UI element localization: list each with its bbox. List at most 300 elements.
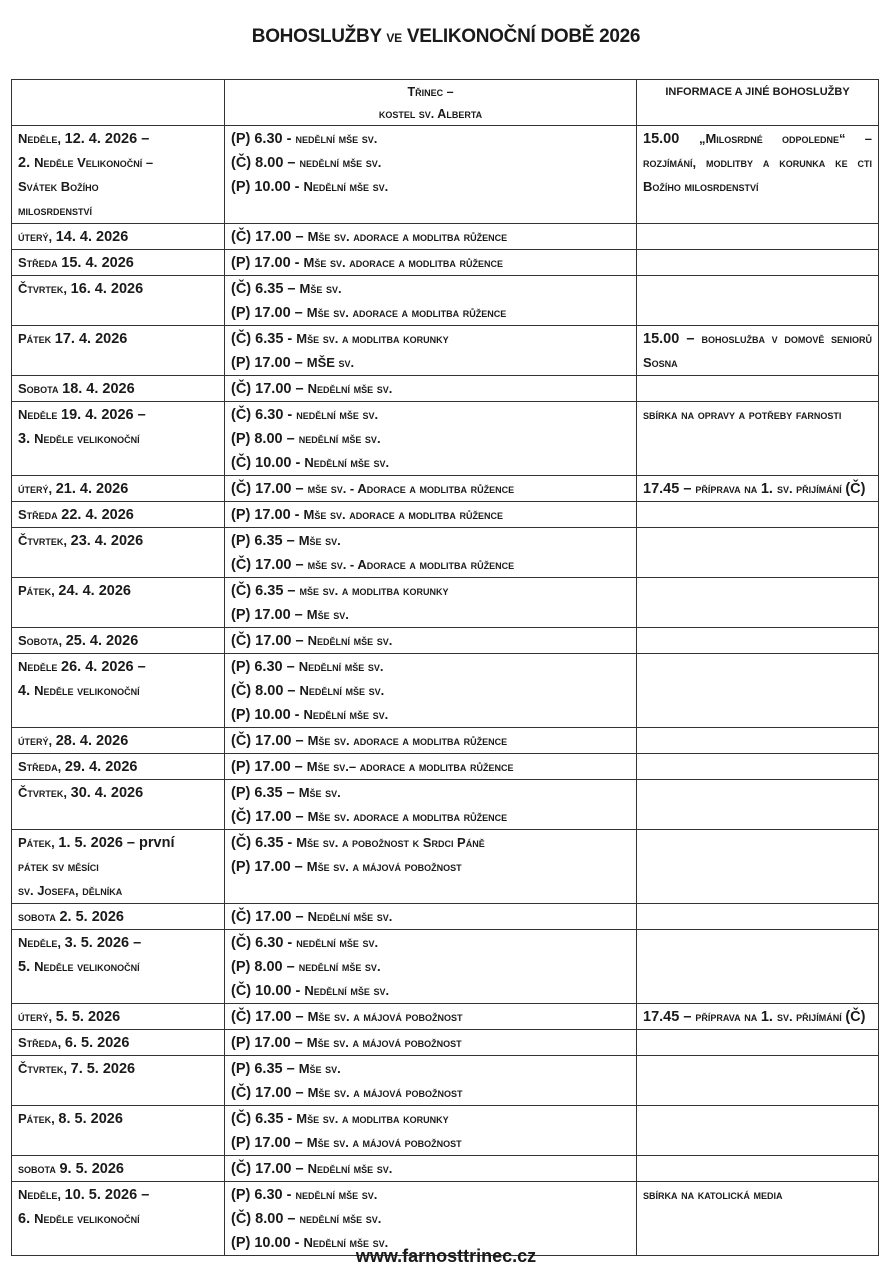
services-cell (225, 904, 637, 930)
service-item (231, 1081, 630, 1105)
day-name: Středa, (18, 759, 65, 774)
service-desc: Mše sv. a modlitba korunky (296, 1111, 449, 1126)
day-date: 23. 4. 2026 (70, 533, 144, 549)
service-item (231, 1207, 630, 1231)
day-name: úterý, (18, 481, 56, 496)
day-name: Pátek (18, 331, 55, 346)
service-desc: Nedělní mše sv. (303, 179, 389, 194)
day-name: Neděle, (18, 131, 65, 146)
service-time: (P) 8.00 – (231, 431, 299, 447)
day-name: Neděle, (18, 935, 65, 950)
service-desc: Nedělní mše sv. (307, 381, 393, 396)
service-time: (P) 6.30 - (231, 131, 296, 147)
service-time: (Č) 17.00 – (231, 557, 308, 573)
service-desc: Mše sv.– adorace a modlitba růžence (306, 759, 514, 774)
day-date: 12. 4. 2026 – (64, 131, 150, 147)
day-name: úterý, (18, 733, 56, 748)
info-cell (637, 728, 879, 754)
table-row (12, 1182, 879, 1256)
day-line (18, 1183, 218, 1207)
table-row (12, 502, 879, 528)
service-time: (Č) 17.00 – (231, 809, 308, 825)
day-cell (12, 754, 225, 780)
day-line (18, 377, 218, 401)
day-name: úterý, (18, 229, 56, 244)
service-time: (P) 17.00 - (231, 255, 304, 271)
day-name: Čtvrtek, (18, 533, 71, 548)
day-date: 19. 4. 2026 – (61, 407, 146, 423)
day-line (18, 251, 218, 275)
service-time: (P) 17.00 – (231, 355, 307, 371)
day-line (18, 327, 218, 351)
day-line (18, 1031, 218, 1055)
services-cell (225, 930, 637, 1004)
info-desc: bohoslužba v domově seniorů Sosna (643, 331, 872, 370)
day-name: 3. (18, 431, 35, 447)
info-desc: příprava na (695, 481, 761, 496)
services-cell (225, 476, 637, 502)
day-date: 24. 4. 2026 (58, 583, 131, 599)
services-cell (225, 830, 637, 904)
info-cell (637, 326, 879, 376)
service-time: (Č) 8.00 – (231, 683, 300, 699)
day-name: Čtvrtek, (18, 281, 71, 296)
day-line (18, 199, 218, 223)
day-name: Pátek, (18, 835, 59, 850)
service-desc: nedělní mše sv. (298, 959, 381, 974)
info-cell (637, 628, 879, 654)
day-cell (12, 578, 225, 628)
header-info-column: INFORMACE A JINÉ BOHOSLUŽBY (637, 80, 879, 126)
service-item (231, 655, 630, 679)
service-desc: Nedělní mše sv. (304, 455, 390, 470)
day-cell (12, 830, 225, 904)
info-cell (637, 830, 879, 904)
day-line (18, 931, 218, 955)
info-cell (637, 578, 879, 628)
service-item (231, 377, 630, 401)
day-line (18, 151, 218, 175)
day-line (18, 729, 218, 753)
service-item (231, 1131, 630, 1155)
service-desc: mše sv. a modlitba korunky (299, 583, 449, 598)
service-item (231, 755, 630, 779)
service-desc: Mše sv. (306, 607, 349, 622)
info-desc: příprava na (695, 1009, 761, 1024)
table-header-row (12, 80, 879, 126)
day-cell (12, 476, 225, 502)
info-desc: sv. přijímání (776, 1009, 846, 1024)
table-row (12, 1106, 879, 1156)
services-cell (225, 1004, 637, 1030)
day-cell (12, 1056, 225, 1106)
day-line (18, 277, 218, 301)
day-date: 22. 4. 2026 (61, 507, 134, 523)
service-desc: Mše sv. a májová pobožnost (306, 859, 462, 874)
service-item (231, 955, 630, 979)
info-cell (637, 528, 879, 578)
services-cell (225, 402, 637, 476)
day-line (18, 905, 218, 929)
table-row (12, 1056, 879, 1106)
day-name: úterý, (18, 1009, 56, 1024)
day-cell (12, 126, 225, 224)
service-item (231, 579, 630, 603)
day-name: Pátek, (18, 1111, 59, 1126)
service-time: (Č) 17.00 – (231, 1009, 308, 1025)
service-item (231, 703, 630, 727)
website-link[interactable]: www.farnosttrinec.cz (355, 1246, 537, 1266)
info-cell (637, 1030, 879, 1056)
info-time: 1. (760, 1009, 777, 1025)
info-text (643, 1183, 872, 1207)
service-desc: Nedělní mše sv. (303, 707, 389, 722)
day-line (18, 1057, 218, 1081)
service-desc: MŠE sv. (306, 355, 355, 370)
day-name: Sobota (18, 381, 63, 396)
service-item (231, 477, 630, 501)
day-name: Čtvrtek, (18, 785, 71, 800)
info-desc: sv. přijímání (776, 481, 846, 496)
service-desc: Mše sv. (298, 533, 341, 548)
day-cell (12, 780, 225, 830)
info-time: 1. (760, 481, 777, 497)
service-item (231, 603, 630, 627)
service-time: (Č) 6.30 - (231, 407, 297, 423)
info-cell (637, 126, 879, 224)
day-cell (12, 904, 225, 930)
service-desc: nedělní mše sv. (298, 431, 381, 446)
services-cell (225, 754, 637, 780)
services-cell (225, 126, 637, 224)
service-time: (Č) 17.00 – (231, 481, 308, 497)
service-item (231, 553, 630, 577)
service-time: (P) 6.35 – (231, 785, 299, 801)
info-text (643, 403, 872, 427)
table-row (12, 1156, 879, 1182)
header-church-column (225, 80, 637, 126)
day-date: 17. 4. 2026 (54, 331, 128, 347)
service-time: (P) 6.30 - (231, 1187, 296, 1203)
service-item (231, 529, 630, 553)
info-cell (637, 476, 879, 502)
day-line (18, 529, 218, 553)
service-time: (P) 10.00 - (231, 707, 304, 723)
service-item (231, 301, 630, 325)
services-cell (225, 1030, 637, 1056)
service-item (231, 175, 630, 199)
service-item (231, 1157, 630, 1181)
service-desc: nedělní mše sv. (296, 407, 379, 422)
service-desc: Mše sv. adorace a modlitba růžence (303, 255, 504, 270)
day-line (18, 755, 218, 779)
services-cell (225, 578, 637, 628)
day-name: Pátek, (18, 583, 59, 598)
service-item (231, 427, 630, 451)
day-line (18, 1107, 218, 1131)
day-date: Neděle Velikonoční – (34, 155, 154, 170)
day-date: 21. 4. 2026 (55, 481, 129, 497)
day-line (18, 1207, 218, 1231)
service-desc: Mše sv. adorace a modlitba růžence (307, 733, 508, 748)
table-row (12, 250, 879, 276)
day-name: sobota (18, 909, 60, 924)
services-cell (225, 628, 637, 654)
service-item (231, 931, 630, 955)
services-cell (225, 1182, 637, 1256)
day-cell (12, 528, 225, 578)
day-name: 5. (18, 959, 35, 975)
info-cell (637, 224, 879, 250)
info-cell (637, 1004, 879, 1030)
info-cell (637, 250, 879, 276)
table-row (12, 830, 879, 904)
info-text (643, 327, 872, 375)
services-cell (225, 728, 637, 754)
day-date: 6. 5. 2026 (64, 1035, 130, 1051)
info-time: 17.45 – (643, 481, 696, 497)
service-item (231, 729, 630, 753)
info-text (643, 1005, 872, 1029)
services-cell (225, 326, 637, 376)
service-desc: Nedělní mše sv. (307, 633, 393, 648)
day-cell (12, 1106, 225, 1156)
day-line (18, 1005, 218, 1029)
service-time: (Č) 8.00 – (231, 155, 300, 171)
service-item (231, 251, 630, 275)
day-line (18, 503, 218, 527)
info-cell (637, 1106, 879, 1156)
service-desc: Mše sv. (299, 281, 342, 296)
day-line (18, 831, 218, 855)
day-cell (12, 276, 225, 326)
service-desc: Mše sv. adorace a modlitba růžence (306, 305, 507, 320)
day-cell (12, 930, 225, 1004)
service-item (231, 781, 630, 805)
day-date: 3. 5. 2026 – (64, 935, 142, 951)
day-date: 14. 4. 2026 (55, 229, 129, 245)
info-time: 17.45 – (643, 1009, 696, 1025)
services-cell (225, 654, 637, 728)
services-cell (225, 780, 637, 830)
day-date: 2. 5. 2026 (59, 909, 124, 925)
title-part-3: VELIKONOČNÍ DOBĚ 2026 (401, 26, 641, 47)
info-time: (Č) (845, 1009, 866, 1025)
day-line (18, 955, 218, 979)
service-item (231, 979, 630, 1003)
service-desc: Mše sv. (298, 785, 341, 800)
service-desc: nedělní mše sv. (299, 1211, 382, 1226)
day-date: 1. 5. 2026 – první (58, 835, 175, 851)
service-desc: Mše sv. adorace a modlitba růžence (307, 229, 508, 244)
info-cell (637, 502, 879, 528)
day-date: 7. 5. 2026 (70, 1061, 136, 1077)
day-date: 26. 4. 2026 – (61, 659, 146, 675)
day-date: 16. 4. 2026 (70, 281, 144, 297)
service-item (231, 855, 630, 879)
table-row (12, 224, 879, 250)
service-time: (P) 10.00 - (231, 179, 304, 195)
service-desc: Nedělní mše sv. (307, 1161, 393, 1176)
table-row (12, 728, 879, 754)
table-row (12, 376, 879, 402)
service-time: (P) 17.00 – (231, 1035, 307, 1051)
service-time: (Č) 17.00 – (231, 1161, 308, 1177)
day-date: 9. 5. 2026 (59, 1161, 124, 1177)
info-cell (637, 780, 879, 830)
service-item (231, 351, 630, 375)
day-line (18, 477, 218, 501)
day-line (18, 855, 218, 879)
services-cell (225, 502, 637, 528)
table-row (12, 904, 879, 930)
service-desc: Nedělní mše sv. (298, 659, 384, 674)
services-cell (225, 1056, 637, 1106)
service-item (231, 1057, 630, 1081)
service-time: (Č) 17.00 – (231, 229, 308, 245)
table-row (12, 528, 879, 578)
service-time: (P) 17.00 – (231, 759, 307, 775)
service-time: (P) 17.00 – (231, 1135, 307, 1151)
info-time: 15.00 (643, 131, 699, 147)
day-cell (12, 402, 225, 476)
day-name: Neděle, (18, 1187, 65, 1202)
day-line (18, 127, 218, 151)
day-line (18, 403, 218, 427)
services-cell (225, 528, 637, 578)
table-row (12, 930, 879, 1004)
info-cell (637, 754, 879, 780)
services-cell (225, 276, 637, 326)
day-name: Neděle (18, 659, 62, 674)
table-row (12, 1004, 879, 1030)
service-desc: nedělní mše sv. (295, 1187, 378, 1202)
day-line (18, 781, 218, 805)
info-time: 15.00 – (643, 331, 702, 347)
service-desc: Nedělní mše sv. (303, 1235, 389, 1250)
title-part-2: VE (386, 31, 402, 45)
day-cell (12, 728, 225, 754)
service-desc: nedělní mše sv. (295, 131, 378, 146)
service-desc: Nedělní mše sv. (307, 909, 393, 924)
day-line (18, 1157, 218, 1181)
service-desc: Mše sv. adorace a modlitba růžence (303, 507, 504, 522)
info-cell (637, 1182, 879, 1256)
services-cell (225, 376, 637, 402)
service-desc: Mše sv. adorace a modlitba růžence (307, 809, 508, 824)
service-item (231, 403, 630, 427)
service-time: (Č) 6.35 – (231, 583, 300, 599)
service-desc: Mše sv. a pobožnost k Srdci Páně (296, 835, 485, 850)
day-cell (12, 326, 225, 376)
info-time: (Č) (845, 481, 866, 497)
service-item (231, 151, 630, 175)
service-desc: nedělní mše sv. (296, 935, 379, 950)
info-text (643, 477, 872, 501)
service-time: (Č) 6.30 - (231, 935, 297, 951)
day-line (18, 629, 218, 653)
info-cell (637, 930, 879, 1004)
day-date: 18. 4. 2026 (62, 381, 135, 397)
day-date: 5. 5. 2026 (55, 1009, 121, 1025)
services-cell (225, 224, 637, 250)
service-item (231, 679, 630, 703)
table-row (12, 1030, 879, 1056)
service-time: (P) 17.00 – (231, 607, 307, 623)
service-desc: mše sv. - Adorace a modlitba růžence (307, 481, 515, 496)
day-name: Neděle (18, 407, 62, 422)
day-name: Středa, (18, 1035, 65, 1050)
day-line (18, 427, 218, 451)
service-time: (Č) 10.00 - (231, 983, 305, 999)
service-item (231, 805, 630, 829)
service-item (231, 1183, 630, 1207)
day-cell (12, 1004, 225, 1030)
day-name: 6. (18, 1211, 35, 1227)
day-date: Neděle velikonoční (34, 959, 140, 974)
service-time: (Č) 17.00 – (231, 381, 308, 397)
service-time: (P) 17.00 – (231, 859, 307, 875)
services-cell (225, 250, 637, 276)
info-cell (637, 904, 879, 930)
service-time: (Č) 17.00 – (231, 633, 308, 649)
day-line (18, 879, 218, 903)
service-desc: nedělní mše sv. (299, 155, 382, 170)
service-desc: Mše sv. a májová pobožnost (306, 1035, 462, 1050)
day-date: 30. 4. 2026 (70, 785, 144, 801)
day-date: 15. 4. 2026 (61, 255, 134, 271)
service-time: (P) 6.30 – (231, 659, 299, 675)
day-date: Neděle velikonoční (34, 1211, 140, 1226)
table-row (12, 628, 879, 654)
service-time: (P) 10.00 - (231, 1235, 304, 1251)
service-time: (P) 17.00 – (231, 305, 307, 321)
day-date: Neděle velikonoční (34, 431, 140, 446)
info-cell (637, 402, 879, 476)
info-cell (637, 1056, 879, 1106)
day-name: Středa (18, 255, 62, 270)
service-desc: Mše sv. a májová pobožnost (307, 1085, 463, 1100)
day-line (18, 175, 218, 199)
day-name: Čtvrtek, (18, 1061, 71, 1076)
service-item (231, 905, 630, 929)
day-line (18, 579, 218, 603)
service-time: (Č) 6.35 – (231, 281, 300, 297)
day-date: 8. 5. 2026 (58, 1111, 123, 1127)
service-item (231, 327, 630, 351)
info-cell (637, 1156, 879, 1182)
day-date: Svátek Božího (18, 179, 99, 194)
header-church-town: Třinec – (407, 85, 454, 99)
services-cell (225, 1156, 637, 1182)
service-time: (Č) 6.35 - (231, 331, 297, 347)
service-item (231, 1031, 630, 1055)
service-desc: Nedělní mše sv. (304, 983, 390, 998)
table-row (12, 126, 879, 224)
day-cell (12, 628, 225, 654)
service-desc: Mše sv. a májová pobožnost (307, 1009, 463, 1024)
day-name: Středa (18, 507, 62, 522)
info-cell (637, 654, 879, 728)
service-time: (Č) 17.00 – (231, 733, 308, 749)
header-church-name: kostel sv. Alberta (378, 107, 483, 121)
info-desc: sbírka na katolická media (643, 1187, 783, 1202)
schedule-table (11, 79, 879, 1256)
day-name: sobota (18, 1161, 60, 1176)
day-cell (12, 224, 225, 250)
day-date: milosrdenství (18, 203, 93, 218)
service-item (231, 225, 630, 249)
